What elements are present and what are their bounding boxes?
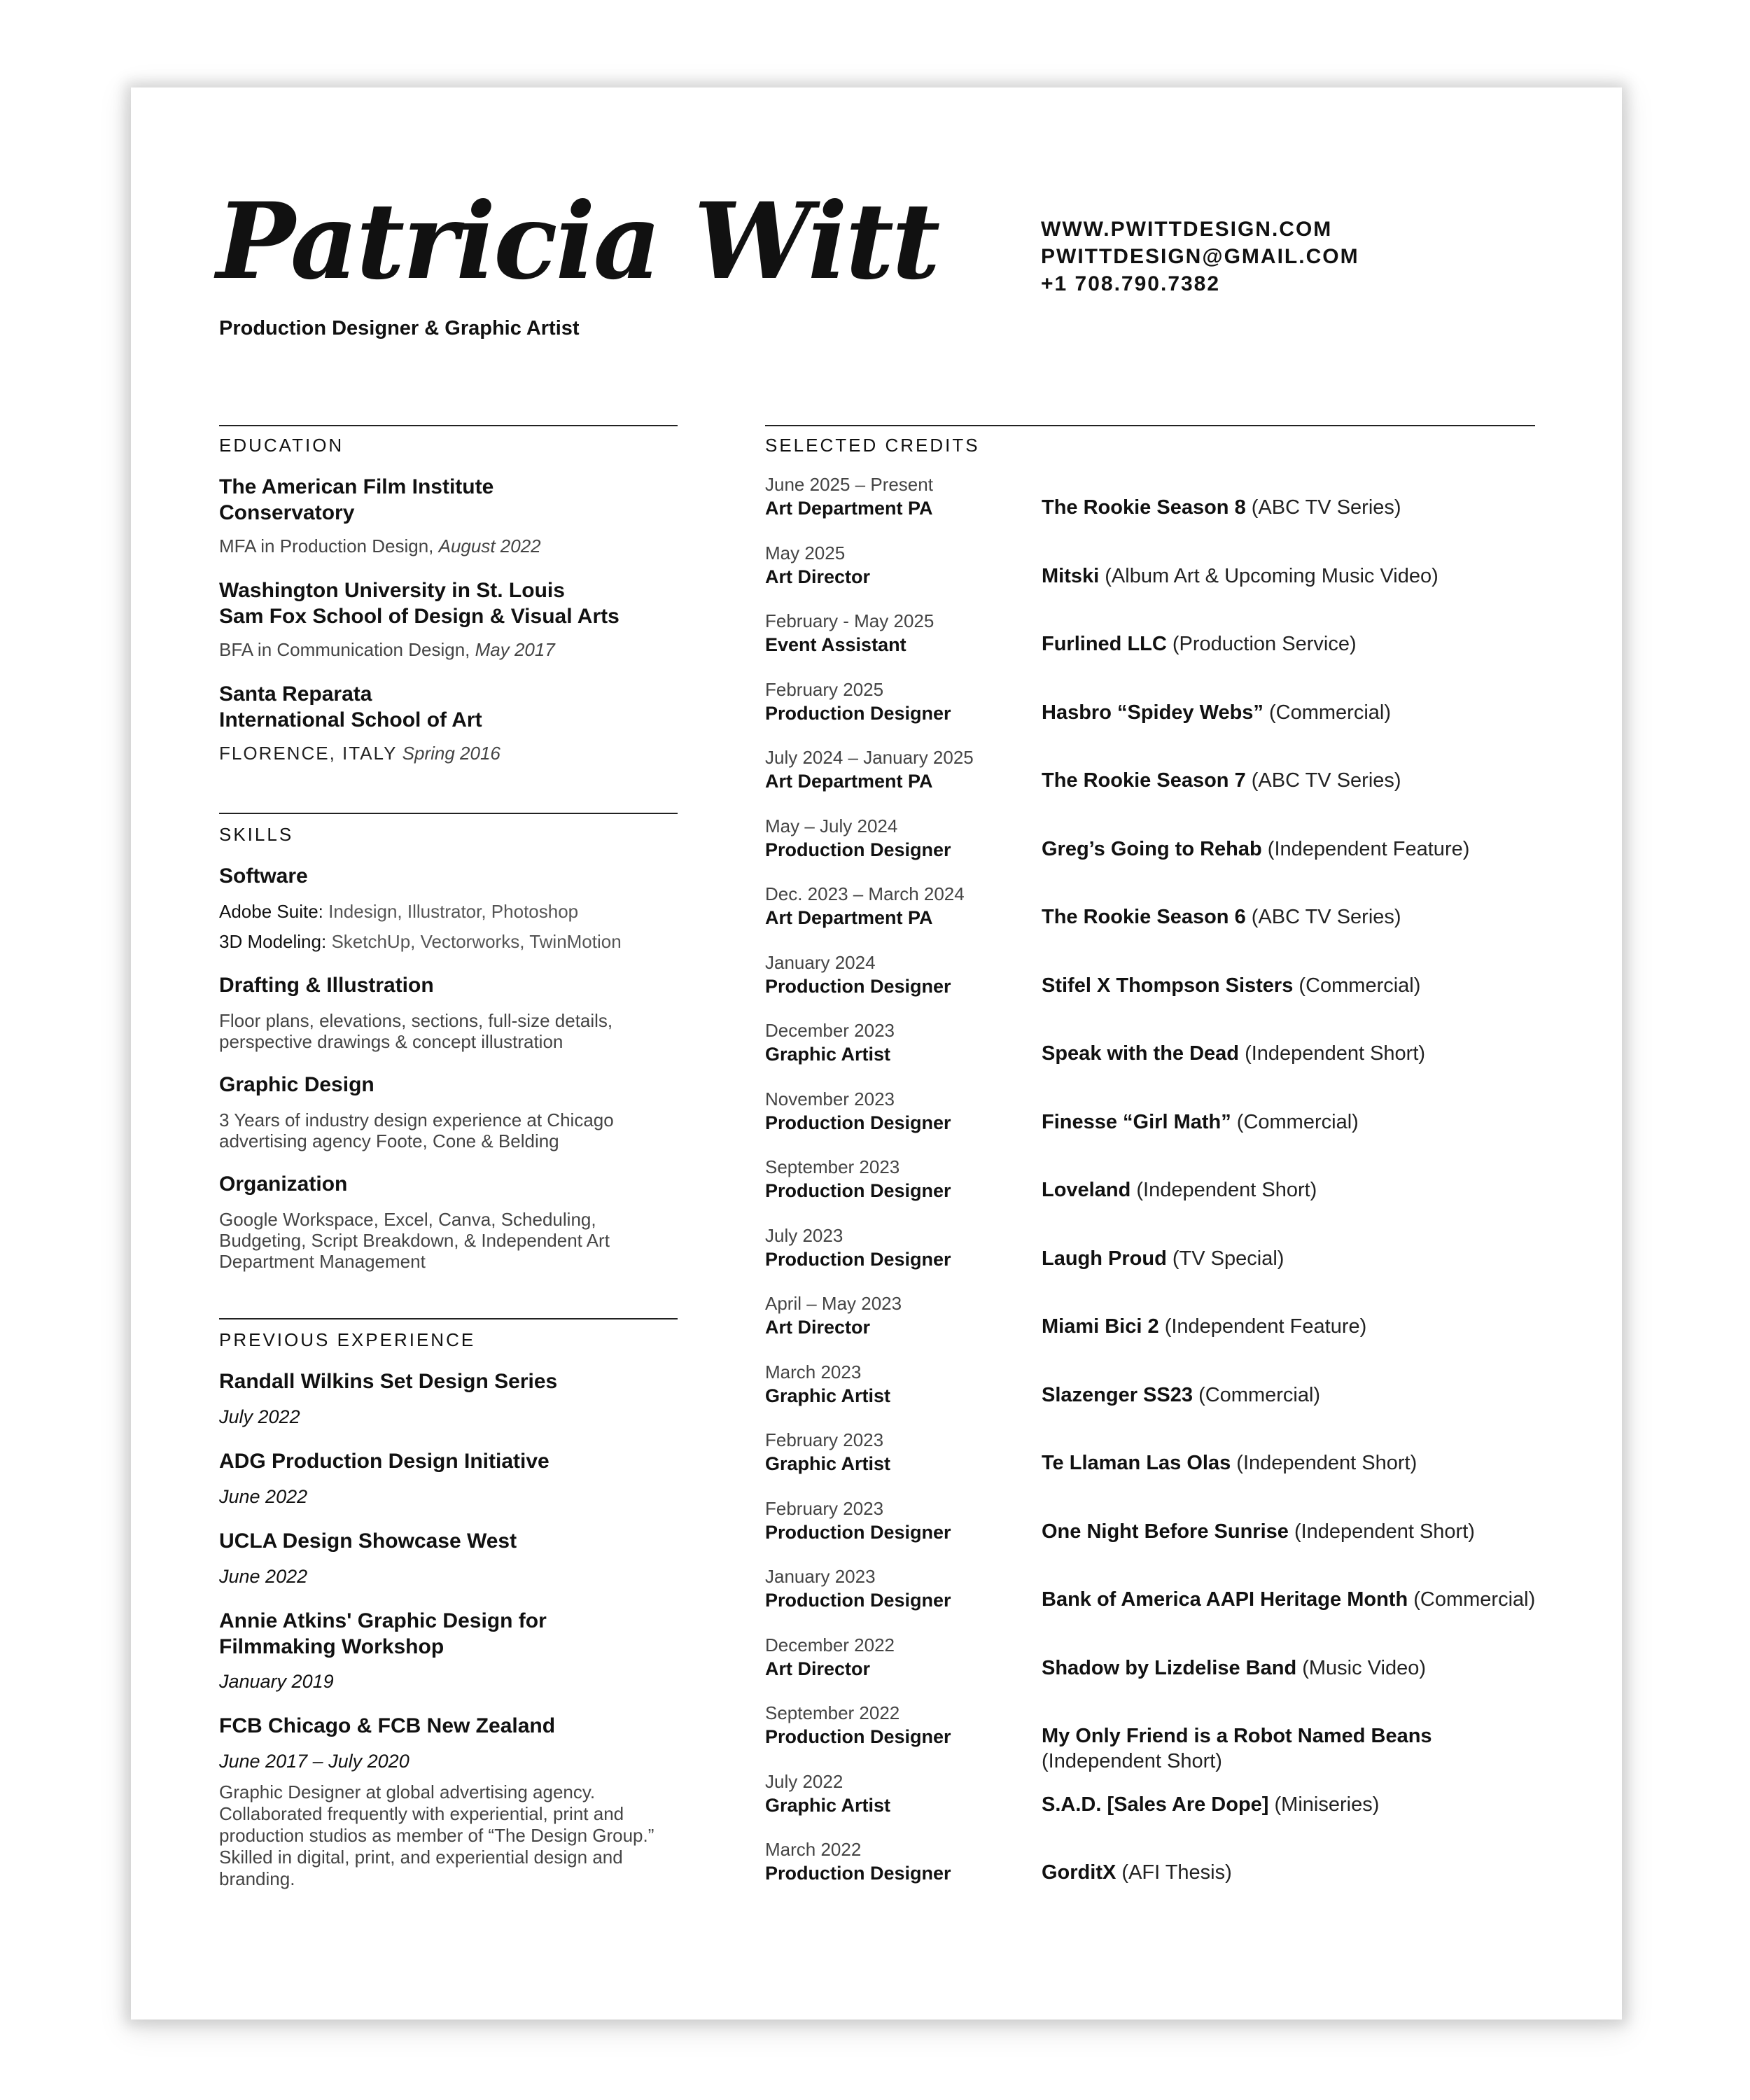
credit-row: [765, 1498, 1542, 1554]
credit-role: Production Designer: [765, 1522, 951, 1543]
credit-role: Production Designer: [765, 703, 951, 724]
phone-number: +1 708.790.7382: [1041, 272, 1221, 295]
credit-project-type: (Miniseries): [1274, 1793, 1380, 1816]
credit-role: Production Designer: [765, 1112, 951, 1133]
credit-date: July 2024 – January 2025: [765, 747, 974, 768]
credit-project: [1042, 1041, 1542, 1066]
credit-row: [765, 1225, 1542, 1281]
credit-project-title: The Rookie Season 6: [1042, 906, 1246, 928]
degree-detail: [219, 536, 678, 556]
credit-row: [765, 1020, 1542, 1076]
credit-date: Dec. 2023 – March 2024: [765, 883, 965, 904]
credit-role: Art Director: [765, 566, 871, 587]
experience-title-text: ADG Production Design Initiative: [219, 1450, 550, 1473]
school-name: The American Film Institute: [219, 475, 494, 498]
credit-role: Production Designer: [765, 1249, 951, 1270]
credit-project-type: (Independent Feature): [1164, 1315, 1367, 1338]
credit-row: [765, 679, 1542, 735]
credit-role: Production Designer: [765, 1590, 951, 1611]
experience-title-text: Randall Wilkins Set Design Series: [219, 1370, 558, 1393]
credit-project-type: (Independent Short): [1245, 1042, 1426, 1065]
credit-project-type: (TV Special): [1172, 1247, 1284, 1270]
degree-date: May 2017: [475, 639, 555, 660]
credit-row: [765, 816, 1542, 872]
school-name: Santa Reparata: [219, 682, 372, 706]
credits-title: SELECTED CREDITS: [765, 435, 980, 456]
credit-project-title: Bank of America AAPI Heritage Month: [1042, 1588, 1408, 1611]
credit-project: [1042, 700, 1542, 725]
experience-date: June 2022: [219, 1486, 308, 1507]
credit-role: Production Designer: [765, 1180, 951, 1201]
credit-date: September 2023: [765, 1156, 900, 1177]
school-name-line2: Sam Fox School of Design & Visual Arts: [219, 605, 620, 628]
credit-row: [765, 1702, 1542, 1772]
email-link[interactable]: PWITTDESIGN@GMAIL.COM: [1041, 245, 1359, 268]
credit-role: Production Designer: [765, 1863, 951, 1884]
skill-description: 3 Years of industry design experience at Chicago advertising agency Foote, Cone & Belding: [219, 1110, 614, 1152]
education-entry: [219, 474, 678, 526]
credit-row: [765, 1156, 1542, 1212]
credit-project-title: Stifel X Thompson Sisters: [1042, 974, 1294, 997]
credit-project-type: (AFI Thesis): [1121, 1861, 1232, 1884]
credit-project: [1042, 973, 1542, 998]
education-entry: [219, 578, 678, 629]
degree-text: MFA in Production Design,: [219, 536, 434, 556]
credit-row: [765, 542, 1542, 598]
skill-heading: Software: [219, 864, 308, 888]
credit-date: December 2023: [765, 1020, 895, 1041]
credit-project-type: (Independent Short): [1294, 1520, 1475, 1543]
credit-project-title: Speak with the Dead: [1042, 1042, 1240, 1065]
credit-project: [1042, 1792, 1542, 1817]
credit-project: [1042, 1177, 1542, 1203]
credit-date: February 2025: [765, 679, 884, 700]
experience-title-text: FCB Chicago & FCB New Zealand: [219, 1714, 556, 1737]
credit-row: [765, 610, 1542, 666]
credit-project: [1042, 1110, 1542, 1135]
credit-date: May 2025: [765, 542, 846, 564]
experience-date: June 2017 – July 2020: [219, 1751, 410, 1772]
credit-project-title: Shadow by Lizdelise Band: [1042, 1657, 1297, 1679]
experience-date: June 2022: [219, 1566, 308, 1587]
credit-project: [1042, 836, 1542, 862]
degree-date: Spring 2016: [402, 743, 500, 764]
credit-row: [765, 474, 1542, 530]
credit-project: [1042, 1656, 1542, 1681]
experience-title-text: UCLA Design Showcase West: [219, 1530, 517, 1553]
credit-role: Art Director: [765, 1317, 871, 1338]
skill-heading: Graphic Design: [219, 1073, 374, 1096]
skill-heading: Drafting & Illustration: [219, 974, 434, 997]
credit-role: Art Director: [765, 1658, 871, 1679]
credit-project: [1042, 904, 1542, 930]
credit-project: [1042, 1519, 1542, 1544]
credit-project-title: Laugh Proud: [1042, 1247, 1167, 1270]
credit-project-title: Slazenger SS23: [1042, 1384, 1193, 1406]
degree-date: August 2022: [438, 536, 541, 556]
credit-project-title: One Night Before Sunrise: [1042, 1520, 1289, 1543]
credit-row: [765, 1839, 1542, 1895]
credit-role: Graphic Artist: [765, 1795, 891, 1816]
credit-date: July 2022: [765, 1771, 844, 1792]
degree-detail: [219, 639, 678, 660]
experience-description: Graphic Designer at global advertising agency. Collaborated frequently with experiential, print and production studios as member of “The Design Group.” Skilled in digital, print, and experiential design and branding.: [219, 1782, 654, 1889]
credit-project-type: (ABC TV Series): [1251, 906, 1401, 928]
software-line: [219, 927, 678, 957]
credit-project-type: (Independent Short): [1136, 1179, 1317, 1201]
software-line: [219, 897, 678, 927]
credit-project-title: Miami Bici 2: [1042, 1315, 1159, 1338]
school-name: Washington University in St. Louis: [219, 579, 565, 602]
credit-project-title: Hasbro “Spidey Webs”: [1042, 701, 1264, 724]
experience-divider: [219, 1318, 678, 1320]
credits-list: [765, 474, 1542, 1944]
experience-date: July 2022: [219, 1406, 300, 1427]
experience-entry: [219, 1608, 678, 1660]
program-location: FLORENCE, ITALY: [219, 743, 398, 764]
experience-title-text: Annie Atkins' Graphic Design for: [219, 1609, 547, 1632]
contact-block: [1041, 216, 1359, 298]
credit-row: [765, 952, 1542, 1008]
credit-project-type: (Commercial): [1269, 701, 1391, 724]
credit-project-type: (Commercial): [1298, 974, 1421, 997]
experience-title: PREVIOUS EXPERIENCE: [219, 1329, 476, 1350]
school-name-line2: Conservatory: [219, 501, 355, 524]
credit-row: [765, 1566, 1542, 1622]
credit-date: June 2025 – Present: [765, 474, 933, 495]
credit-date: November 2023: [765, 1088, 895, 1110]
credit-date: May – July 2024: [765, 816, 898, 836]
website-link[interactable]: WWW.PWITTDESIGN.COM: [1041, 218, 1333, 241]
credit-date: February 2023: [765, 1429, 884, 1450]
education-entry: [219, 681, 678, 733]
credit-project-type: (Independent Short): [1236, 1452, 1418, 1474]
credit-row: [765, 1771, 1542, 1827]
credit-row: [765, 1362, 1542, 1418]
credit-project: [1042, 1382, 1542, 1408]
credit-project-type: (Commercial): [1236, 1111, 1359, 1133]
credit-project-title: Finesse “Girl Math”: [1042, 1111, 1231, 1133]
credit-project: [1042, 564, 1542, 589]
credit-role: Production Designer: [765, 1726, 951, 1747]
credit-project-title: Te Llaman Las Olas: [1042, 1452, 1231, 1474]
credit-project-title: Loveland: [1042, 1179, 1131, 1201]
credit-role: Event Assistant: [765, 634, 906, 655]
credit-row: [765, 1429, 1542, 1485]
credit-row: [765, 747, 1542, 803]
credit-project: [1042, 1314, 1542, 1339]
credit-project: [1042, 1860, 1542, 1885]
credit-project-title: S.A.D. [Sales Are Dope]: [1042, 1793, 1269, 1816]
credit-project-title: The Rookie Season 8: [1042, 496, 1246, 519]
credit-row: [765, 883, 1542, 939]
skill-heading: Organization: [219, 1172, 348, 1196]
credit-project-type: (Commercial): [1413, 1588, 1536, 1611]
credit-project-type: (Commercial): [1198, 1384, 1321, 1406]
software-key: 3D Modeling:: [219, 931, 327, 952]
experience-title-line2: Filmmaking Workshop: [219, 1635, 444, 1658]
credit-project-type: (ABC TV Series): [1251, 769, 1401, 792]
credit-row: [765, 1634, 1542, 1690]
credit-date: February 2023: [765, 1498, 884, 1519]
credit-project: [1042, 768, 1542, 793]
credit-date: December 2022: [765, 1634, 895, 1656]
credit-project-type: (Production Service): [1172, 633, 1357, 655]
credit-role: Graphic Artist: [765, 1453, 891, 1474]
credit-project-type: (Independent Short): [1042, 1750, 1222, 1772]
skill-description: Google Workspace, Excel, Canva, Scheduling, Budgeting, Script Breakdown, & Independent Art Department Management: [219, 1209, 610, 1272]
credit-role: Graphic Artist: [765, 1385, 891, 1406]
skills-title: SKILLS: [219, 824, 294, 845]
experience-date: January 2019: [219, 1671, 334, 1692]
credit-project: [1042, 1723, 1542, 1774]
credit-project: [1042, 631, 1542, 657]
education-title: EDUCATION: [219, 435, 344, 456]
credit-project: [1042, 495, 1542, 520]
credit-date: September 2022: [765, 1702, 900, 1723]
skills-divider: [219, 813, 678, 814]
credit-project-title: The Rookie Season 7: [1042, 769, 1246, 792]
credit-project-title: My Only Friend is a Robot Named Beans: [1042, 1725, 1432, 1747]
credit-date: July 2023: [765, 1225, 844, 1246]
credit-project-title: Furlined LLC: [1042, 633, 1167, 655]
credit-role: Art Department PA: [765, 907, 933, 928]
credit-row: [765, 1088, 1542, 1144]
credit-project-title: GorditX: [1042, 1861, 1116, 1884]
credit-role: Art Department PA: [765, 771, 933, 792]
candidate-role: Production Designer & Graphic Artist: [219, 317, 580, 340]
software-value: Indesign, Illustrator, Photoshop: [328, 901, 579, 922]
credit-project: [1042, 1587, 1542, 1612]
credit-project: [1042, 1450, 1542, 1476]
software-value: SketchUp, Vectorworks, TwinMotion: [331, 931, 622, 952]
credit-date: January 2024: [765, 952, 876, 973]
credit-role: Production Designer: [765, 839, 951, 860]
credit-project-type: (Album Art & Upcoming Music Video): [1105, 565, 1438, 587]
credit-project-type: (ABC TV Series): [1251, 496, 1401, 519]
skill-description: Floor plans, elevations, sections, full-size details, perspective drawings & concept illustration: [219, 1010, 613, 1052]
credit-project-title: Greg’s Going to Rehab: [1042, 838, 1262, 860]
credit-row: [765, 1293, 1542, 1349]
credit-role: Production Designer: [765, 976, 951, 997]
education-divider: [219, 425, 678, 426]
credits-divider: [765, 425, 1535, 426]
credit-date: March 2023: [765, 1362, 862, 1382]
credit-date: March 2022: [765, 1839, 862, 1860]
degree-text: BFA in Communication Design,: [219, 639, 470, 660]
software-key: Adobe Suite:: [219, 901, 323, 922]
credit-date: April – May 2023: [765, 1293, 902, 1314]
resume-page: [131, 88, 1622, 2019]
credit-date: January 2023: [765, 1566, 876, 1587]
credit-project-title: Mitski: [1042, 565, 1100, 587]
credit-project-type: (Independent Feature): [1267, 838, 1470, 860]
credit-role: Art Department PA: [765, 498, 933, 519]
credit-date: February - May 2025: [765, 610, 934, 631]
credit-project: [1042, 1246, 1542, 1271]
credit-project-type: (Music Video): [1302, 1657, 1426, 1679]
credit-role: Graphic Artist: [765, 1044, 891, 1065]
degree-detail: [219, 743, 678, 764]
school-name-line2: International School of Art: [219, 708, 482, 732]
candidate-name: Patricia Witt: [216, 180, 939, 303]
